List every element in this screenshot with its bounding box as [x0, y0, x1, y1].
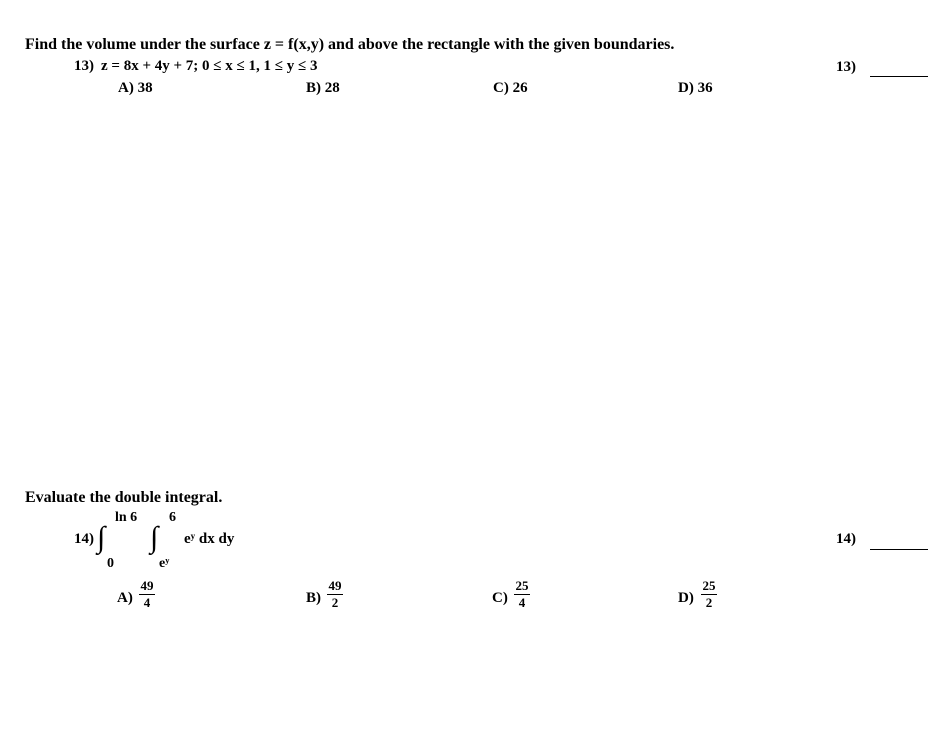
- choice-fraction: [514, 579, 530, 610]
- choice-fraction: [139, 579, 155, 610]
- choice-13-c: [493, 80, 528, 97]
- denominator: 2: [331, 595, 339, 610]
- choice-letter: C): [493, 80, 509, 96]
- question-13-text: z = 8x + 4y + 7; 0 ≤ x ≤ 1, 1 ≤ y ≤ 3: [101, 58, 318, 74]
- answer-label-13: 13): [836, 59, 856, 75]
- denominator: 4: [518, 595, 526, 610]
- outer-upper-limit: ln 6: [115, 510, 138, 525]
- integrand: eʸ dx dy: [184, 531, 235, 547]
- choice-letter: C): [492, 590, 508, 606]
- choice-13-b: [306, 80, 340, 97]
- choice-13-d: [678, 80, 713, 97]
- answer-label-14: 14): [836, 531, 856, 547]
- choice-fraction: [327, 579, 343, 610]
- choice-fraction: [701, 579, 717, 610]
- section-heading-volume: Find the volume under the surface z = f(x,y) and above the rectangle with the given boundaries.: [25, 36, 675, 53]
- outer-lower-limit: 0: [107, 556, 114, 571]
- choice-letter: B): [306, 590, 321, 606]
- numerator: 25: [702, 578, 716, 593]
- section-heading-double-integral: Evaluate the double integral.: [25, 489, 223, 506]
- numerator: 49: [328, 578, 342, 593]
- choice-value: 26: [512, 80, 528, 96]
- inner-upper-limit: 6: [169, 510, 176, 525]
- outer-integral-sign: ∫: [97, 521, 106, 554]
- choice-13-a: [118, 80, 153, 97]
- choice-value: 38: [137, 80, 153, 96]
- choice-letter: B): [306, 80, 321, 96]
- denominator: 4: [143, 595, 151, 610]
- answer-blank-14[interactable]: [870, 549, 928, 550]
- inner-integral-sign: ∫: [150, 521, 159, 554]
- answer-blank-13[interactable]: [870, 76, 928, 77]
- choice-value: 36: [697, 80, 713, 96]
- denominator: 2: [705, 595, 713, 610]
- choice-letter: A): [117, 590, 133, 606]
- choice-value: 28: [324, 80, 340, 96]
- question-14-label: 14): [74, 531, 94, 547]
- question-13-label: 13): [74, 58, 94, 74]
- inner-lower-limit: eʸ: [159, 556, 170, 571]
- numerator: 25: [515, 578, 529, 593]
- numerator: 49: [140, 578, 154, 593]
- choice-letter: A): [118, 80, 134, 96]
- choice-letter: D): [678, 80, 694, 96]
- choice-letter: D): [678, 590, 694, 606]
